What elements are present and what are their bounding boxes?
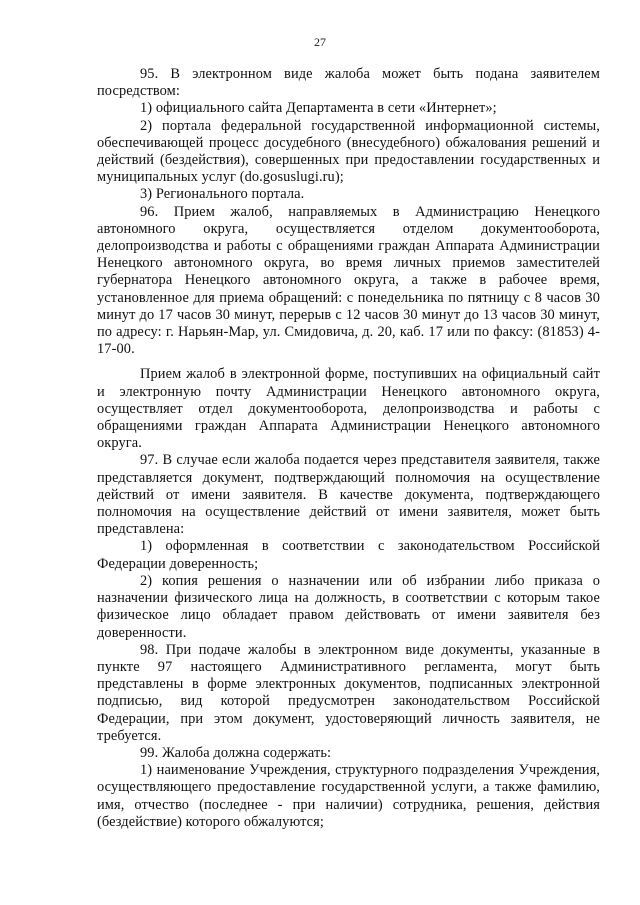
paragraph-95-item-1: 1) официального сайта Департамента в сети «Интернет»; [140, 100, 497, 117]
paragraph-96: 96. Прием жалоб, направляемых в Администрацию Ненецкого автономного округа, осуществляется отделом документооборота, делопроизводства и работы с обращениями граждан Аппарата Администрации Ненецкого автономного округа, во время личных приемов заместителей губернатора Ненецкого автономного округа, а также в рабочее время, установленное для приема обращений: с понедельника по пятницу с 8 часов 30 минут до 17 часов 30 минут, перерыв с 12 часов 30 минут до 13 часов 30 минут, по адресу: г. Нарьян-Мар, ул. Смидовича, д. 20, каб. 17 или по факсу: (81853) 4-17-00. [97, 203, 600, 358]
paragraph-96-electronic: Прием жалоб в электронной форме, поступивших на официальный сайт и электронную почту Администрации Ненецкого автономного округа, осуществляет отдел документооборота, делопроизводства и работы с обращениями граждан Аппарата Администрации Ненецкого автономного округа. [97, 366, 600, 452]
document-body [97, 66, 600, 831]
paragraph-95-item-3: 3) Регионального портала. [140, 186, 305, 203]
paragraph-95: 95. В электронном виде жалоба может быть подана заявителем посредством: [97, 66, 600, 100]
paragraph-95-item-2: 2) портала федеральной государственной информационной системы, обеспечивающей процесс досудебного (внесудебного) обжалования решений и действий (бездействия), совершенных при предоставлении государственных и муниципальных услуг (do.gosuslugi.ru); [97, 117, 600, 186]
page-number: 27 [314, 35, 326, 49]
paragraph-99: 99. Жалоба должна содержать: [140, 744, 332, 761]
paragraph-97-item-1: 1) оформленная в соответствии с законодательством Российской Федерации доверенность; [97, 538, 600, 572]
paragraph-97-item-2: 2) копия решения о назначении или об избрании либо приказа о назначении физического лица на должность, в соответствии с которым такое физическое лицо обладает правом действовать от имени заявителя без доверенности. [97, 572, 600, 641]
paragraph-97: 97. В случае если жалоба подается через представителя заявителя, также представляется документ, подтверждающий полномочия на осуществление действий от имени заявителя. В качестве документа, подтверждающего полномочия на осуществление действий от имени заявителя, может быть представлена: [97, 452, 600, 538]
paragraph-98: 98. При подаче жалобы в электронном виде документы, указанные в пункте 97 настоящего Административного регламента, могут быть представлены в форме электронных документов, подписанных электронной подписью, вид которой предусмотрен законодательством Российской Федерации, при этом документ, удостоверяющий личность заявителя, не требуется. [97, 641, 600, 744]
paragraph-99-item-1: 1) наименование Учреждения, структурного подразделения Учреждения, осуществляющего предоставление государственной услуги, а также фамилию, имя, отчество (последнее - при наличии) сотрудника, решения, действия (бездействие) которого обжалуются; [97, 762, 600, 830]
